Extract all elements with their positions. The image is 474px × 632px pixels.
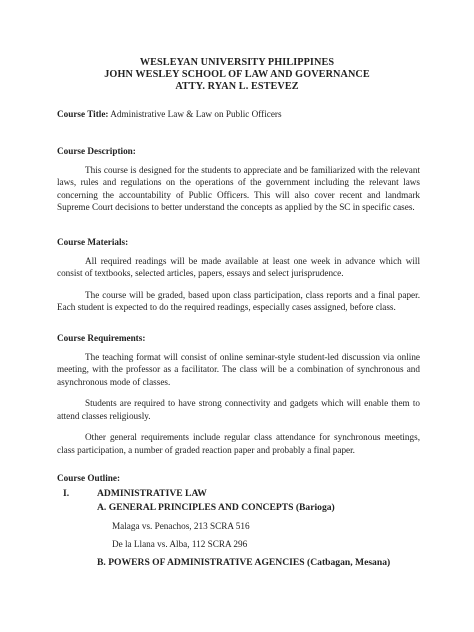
- course-outline-heading: Course Outline:: [57, 473, 121, 483]
- outline-subsection-a: A. GENERAL PRINCIPLES AND CONCEPTS (Barioga): [97, 502, 335, 513]
- course-title-row: [57, 108, 420, 121]
- course-requirements-para-1: The teaching format will consist of online seminar-style student-led discussion via online meeting, with the professor as a facilitator. The class will be a combination of synchronous and asynchronous mode of classes.: [57, 351, 420, 387]
- course-outline-heading-row: [57, 472, 420, 485]
- course-requirements-section: [57, 332, 420, 456]
- outline-subsection-b: B. POWERS OF ADMINISTRATIVE AGENCIES (Catbagan, Mesana): [97, 557, 391, 568]
- document-header: [0, 57, 474, 93]
- university-name: WESLEYAN UNIVERSITY PHILIPPINES: [139, 57, 335, 68]
- course-title-label: Course Title:: [57, 109, 109, 119]
- course-requirements-heading: Course Requirements:: [57, 333, 146, 343]
- course-materials-section: [57, 236, 420, 314]
- school-name: JOHN WESLEY SCHOOL OF LAW AND GOVERNANCE: [104, 69, 370, 80]
- outline-section-number: I.: [63, 488, 70, 499]
- course-description-text: This course is designed for the students to appreciate and be familiarized with the relevant laws, rules and regulations on the operations of the government including the relevant laws concerning the accountability of Public Officers. This will also cover recent and landmark Supreme Court decisions to better understand the concepts as applied by the SC in specific cases.: [57, 164, 420, 212]
- course-materials-heading: Course Materials:: [57, 237, 129, 247]
- course-requirements-para-2: Students are required to have strong connectivity and gadgets which will enable them to attend classes religiously.: [57, 398, 420, 421]
- outline-section-title: ADMINISTRATIVE LAW: [97, 488, 207, 499]
- instructor-name: ATTY. RYAN L. ESTEVEZ: [175, 81, 299, 92]
- course-materials-para-2: The course will be graded, based upon class participation, class reports and a final paper. Each student is expected to do the required readings, especially cases assigned, before class.: [57, 289, 420, 312]
- course-title-value: Administrative Law & Law on Public Officers: [110, 109, 282, 119]
- case-citation-2: De la Llana vs. Alba, 112 SCRA 296: [112, 539, 248, 549]
- course-description-heading: Course Description:: [57, 146, 136, 156]
- course-description-section: [57, 145, 420, 214]
- course-requirements-para-3: Other general requirements include regular class attendance for synchronous meetings, class participation, a number of graded reaction paper and probably a final paper.: [57, 432, 420, 455]
- case-citation-1: Malaga vs. Penachos, 213 SCRA 516: [112, 521, 250, 531]
- course-materials-para-1: All required readings will be made available at least one week in advance which will consist of textbooks, selected articles, papers, essays and select jurisprudence.: [57, 255, 420, 278]
